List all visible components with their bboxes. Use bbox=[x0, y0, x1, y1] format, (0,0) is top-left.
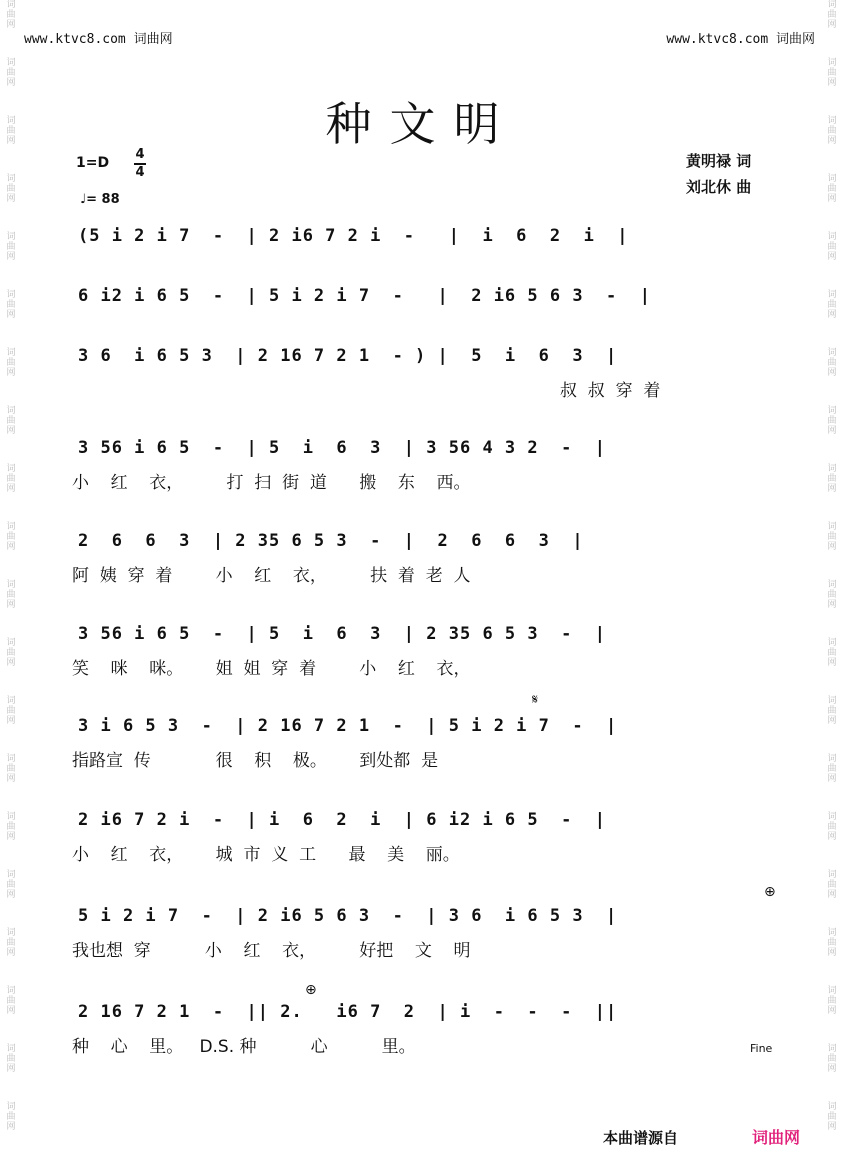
watermark-text: 词 曲 网 bbox=[6, 1044, 16, 1074]
watermark-text: 词 曲 网 bbox=[827, 638, 837, 668]
key-signature: 1=D bbox=[76, 155, 110, 171]
watermark-text: 词 曲 网 bbox=[827, 290, 837, 320]
score-row bbox=[0, 1002, 843, 1034]
watermark-text: 词 曲 网 bbox=[827, 696, 837, 726]
lyric-line: 阿 姨 穿 着 小 红 衣， 扶 着 老 人 bbox=[72, 566, 471, 586]
note-line: (5 i 2 i 7 - | 2 i6 7 2 i - | i 6 2 i | bbox=[78, 226, 629, 246]
note-line: 2 16 7 2 1 - || 2. i6 7 2 | i - - - || bbox=[78, 1002, 618, 1022]
score-row bbox=[0, 226, 843, 258]
watermark-text: 词 曲 网 bbox=[6, 522, 16, 552]
watermark-text: 词 曲 网 bbox=[6, 986, 16, 1016]
note-line: 3 56 i 6 5 - | 5 i 6 3 | 2 35 6 5 3 - | bbox=[78, 624, 607, 644]
watermark-text: 词 曲 网 bbox=[827, 986, 837, 1016]
note-line: 3 6 i 6 5 3 | 2 16 7 2 1 - ) | 5 i 6 3 | bbox=[78, 346, 618, 366]
watermark-text: 词 曲 网 bbox=[6, 696, 16, 726]
watermark-text: 词 曲 网 bbox=[827, 1044, 837, 1074]
score-row bbox=[0, 438, 843, 470]
watermark-text: 词 曲 网 bbox=[827, 870, 837, 900]
watermark-text: 词 曲 网 bbox=[6, 348, 16, 378]
time-signature: 4 4 bbox=[135, 147, 145, 180]
side-watermark-left bbox=[2, 0, 20, 1172]
watermark-text: 词 曲 网 bbox=[6, 812, 16, 842]
watermark-text: 词 曲 网 bbox=[827, 232, 837, 262]
note-line: 3 i 6 5 3 - | 2 16 7 2 1 - | 5 i 2 i 7 - | bbox=[78, 716, 618, 736]
watermark-text: 词 曲 网 bbox=[827, 406, 837, 436]
note-line: 2 i6 7 2 i - | i 6 2 i | 6 i2 i 6 5 - | bbox=[78, 810, 607, 830]
watermark-text: 词 曲 网 bbox=[6, 580, 16, 610]
score-row bbox=[0, 906, 843, 938]
watermark-text: 词 曲 网 bbox=[827, 812, 837, 842]
watermark-text: 词 曲 网 bbox=[827, 464, 837, 494]
score-row bbox=[0, 531, 843, 563]
note-line: 6 i2 i 6 5 - | 5 i 2 i 7 - | 2 i6 5 6 3 - | bbox=[78, 286, 651, 306]
tempo-marking: ♩= 88 bbox=[80, 192, 120, 207]
site-url-left[interactable]: www.ktvc8.com 词曲网 bbox=[24, 32, 173, 47]
watermark-text: 词 曲 网 bbox=[6, 928, 16, 958]
watermark-text: 词 曲 网 bbox=[6, 174, 16, 204]
note-line: 3 56 i 6 5 - | 5 i 6 3 | 3 56 4 3 2 - | bbox=[78, 438, 607, 458]
site-url-right[interactable]: www.ktvc8.com 词曲网 bbox=[666, 32, 815, 47]
watermark-text: 词 曲 网 bbox=[6, 638, 16, 668]
fine-mark: Fine bbox=[750, 1042, 773, 1055]
watermark-text: 词 曲 网 bbox=[6, 870, 16, 900]
watermark-text: 词 曲 网 bbox=[827, 1102, 837, 1132]
source-name[interactable]: 词曲网 bbox=[752, 1128, 801, 1147]
score-row bbox=[0, 286, 843, 318]
lyric-line: 小 红 衣， 打 扫 街 道 搬 东 西。 bbox=[72, 473, 471, 493]
lyricist-credit: 黄明禄 词 bbox=[686, 152, 752, 170]
score-row bbox=[0, 716, 843, 748]
lyric-line: 叔 叔 穿 着 bbox=[560, 381, 661, 401]
watermark-text: 词 曲 网 bbox=[6, 116, 16, 146]
watermark-text: 词 曲 网 bbox=[6, 290, 16, 320]
coda-mark-1: ⊕ bbox=[764, 884, 776, 900]
watermark-text: 词 曲 网 bbox=[827, 0, 837, 30]
lyric-line: 指路宣 传 很 积 极。 到处都 是 bbox=[72, 751, 439, 771]
score-row bbox=[0, 810, 843, 842]
watermark-text: 词 曲 网 bbox=[6, 1102, 16, 1132]
watermark-text: 词 曲 网 bbox=[827, 754, 837, 784]
lyric-line: 小 红 衣， 城 市 义 工 最 美 丽。 bbox=[72, 845, 460, 865]
score-row bbox=[0, 346, 843, 378]
score-row bbox=[0, 624, 843, 656]
note-line: 2 6 6 3 | 2 35 6 5 3 - | 2 6 6 3 | bbox=[78, 531, 584, 551]
segno-mark: 𝄋 bbox=[532, 692, 539, 708]
lyric-line: 我也想 穿 小 红 衣， 好把 文 明 bbox=[72, 941, 471, 961]
watermark-text: 词 曲 网 bbox=[6, 406, 16, 436]
watermark-text: 词 曲 网 bbox=[827, 58, 837, 88]
lyric-line: 种 心 里。 D.S. 种 心 里。 bbox=[72, 1037, 416, 1057]
side-watermark-right bbox=[823, 0, 841, 1172]
watermark-text: 词 曲 网 bbox=[827, 174, 837, 204]
source-label: 本曲谱源自 bbox=[603, 1129, 679, 1147]
watermark-text: 词 曲 网 bbox=[827, 522, 837, 552]
song-title: 种文明 bbox=[325, 97, 518, 151]
watermark-text: 词 曲 网 bbox=[6, 0, 16, 30]
watermark-text: 词 曲 网 bbox=[6, 58, 16, 88]
watermark-text: 词 曲 网 bbox=[6, 232, 16, 262]
composer-credit: 刘北休 曲 bbox=[686, 178, 752, 196]
watermark-text: 词 曲 网 bbox=[827, 348, 837, 378]
coda-mark-2: ⊕ bbox=[305, 982, 317, 998]
note-line: 5 i 2 i 7 - | 2 i6 5 6 3 - | 3 6 i 6 5 3 | bbox=[78, 906, 618, 926]
watermark-text: 词 曲 网 bbox=[6, 464, 16, 494]
watermark-text: 词 曲 网 bbox=[827, 928, 837, 958]
watermark-text: 词 曲 网 bbox=[6, 754, 16, 784]
lyric-line: 笑 咪 咪。 姐 姐 穿 着 小 红 衣， bbox=[72, 659, 471, 679]
watermark-text: 词 曲 网 bbox=[827, 116, 837, 146]
watermark-text: 词 曲 网 bbox=[827, 580, 837, 610]
